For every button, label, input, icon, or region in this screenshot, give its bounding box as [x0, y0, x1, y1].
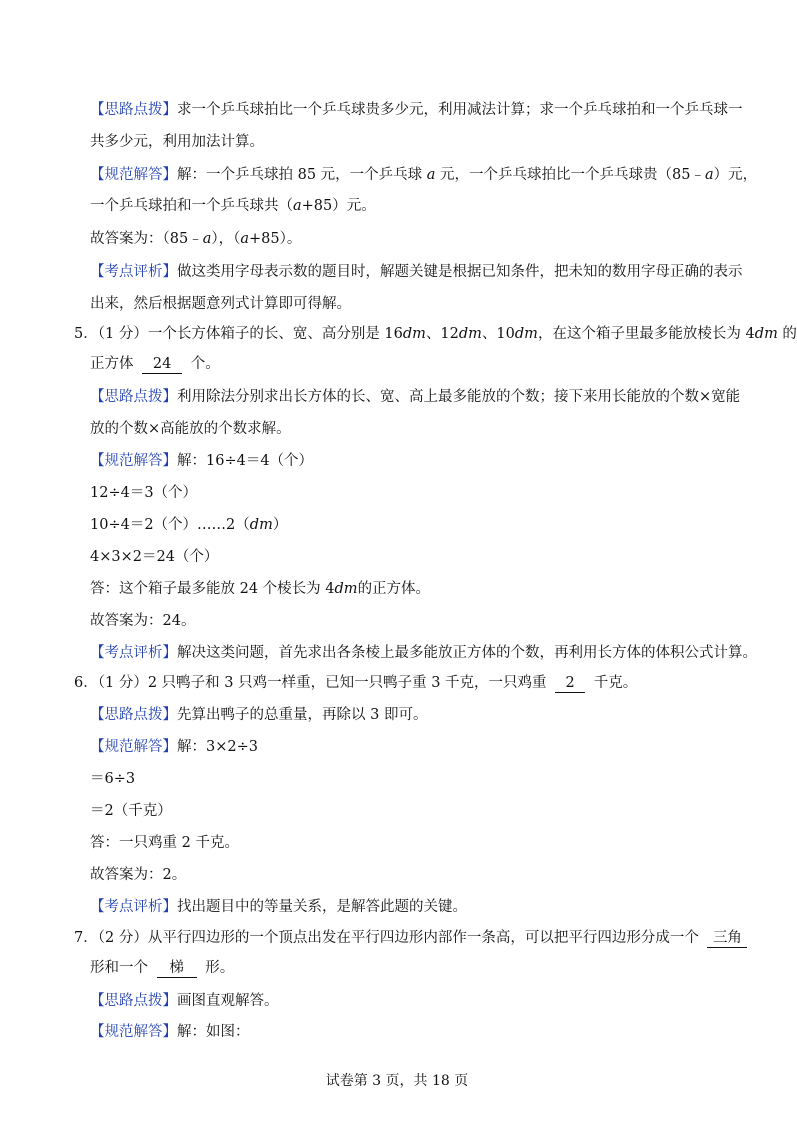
q4-final-answer: 故答案为：（85﹣a），（a+85）。: [90, 231, 302, 247]
q5-final-answer: 故答案为：24。: [90, 613, 196, 629]
q5-answer: 答：这个箱子最多能放 24 个棱长为 4dm的正方体。: [90, 581, 431, 597]
q6-stem: 6．（1 分）2 只鸭子和 3 只鸡一样重，已知一只鸭子重 3 千克，一只鸡重 2 千克。: [74, 675, 638, 691]
question-number: 5．: [74, 326, 98, 342]
think-tag: 【思路点拨】: [90, 707, 177, 723]
q4-review-line-1: 【考点评析】做这类用字母表示数的题目时，解题关键是根据已知条件，把未知的数用字母正确的表示: [90, 264, 743, 280]
answer-blank: 2: [555, 674, 585, 693]
review-tag: 【考点评析】: [90, 264, 177, 280]
q5-think-line-1: 【思路点拨】利用除法分别求出长方体的长、宽、高上最多能放的个数；接下来用长能放的个数×宽能: [90, 389, 741, 405]
q5-review: 【考点评析】解决这类问题，首先求出各条棱上最多能放正方体的个数，再利用长方体的体积公式计算。: [90, 645, 757, 661]
answer-blank: 三角: [707, 929, 747, 948]
q7-stem-line-2: 形和一个 梯 形。: [90, 960, 235, 976]
review-tag: 【考点评析】: [90, 899, 177, 915]
solve-tag: 【规范解答】: [90, 167, 177, 183]
q5-calc-line-4: 4×3×2＝24（个）: [90, 549, 219, 565]
q6-think: 【思路点拨】先算出鸭子的总重量，再除以 3 即可。: [90, 707, 428, 723]
q5-calc-line-2: 12÷4＝3（个）: [90, 485, 198, 501]
q6-review: 【考点评析】找出题目中的等量关系，是解答此题的关键。: [90, 899, 467, 915]
q4-review-line-2: 出来，然后根据题意列式计算即可得解。: [90, 296, 351, 312]
q7-stem-line-1: 7．（2 分）从平行四边形的一个顶点出发在平行四边形内部作一条高，可以把平行四边形分成一个 三角: [74, 928, 751, 948]
solve-tag: 【规范解答】: [90, 739, 177, 755]
q7-think: 【思路点拨】画图直观解答。: [90, 993, 279, 1009]
q4-solve-line-1: 【规范解答】解：一个乒乓球拍 85 元，一个乒乓球 a 元，一个乒乓球拍比一个乒乓球贵（85﹣a）元，: [90, 167, 758, 183]
answer-blank: 梯: [157, 959, 197, 978]
q5-calc-line-3: 10÷4＝2（个）……2（dm）: [90, 517, 288, 533]
answer-blank: 24: [142, 355, 182, 374]
q5-think-line-2: 放的个数×高能放的个数求解。: [90, 421, 291, 437]
q7-solve: 【规范解答】解：如图：: [90, 1024, 250, 1040]
q5-stem-line-1: 5．（1 分）一个长方体箱子的长、宽、高分别是 16dm、12dm、10dm，在这个箱子里最多能放棱长为 4dm 的: [74, 326, 797, 342]
think-tag: 【思路点拨】: [90, 102, 177, 118]
q5-solve-line-1: 【规范解答】解：16÷4＝4（个）: [90, 453, 314, 469]
q6-solve-line-1: 【规范解答】解：3×2÷3: [90, 739, 258, 755]
q4-think-line-2: 共多少元，利用加法计算。: [90, 134, 264, 150]
q4-think-line-1: 【思路点拨】求一个乒乓球拍比一个乒乓球贵多少元，利用减法计算；求一个乒乓球拍和一个乒乓球一: [90, 102, 743, 118]
question-number: 6．: [74, 675, 98, 691]
page-footer: 试卷第 3 页，共 18 页: [325, 1073, 469, 1089]
q6-final-answer: 故答案为：2。: [90, 867, 187, 883]
think-tag: 【思路点拨】: [90, 993, 177, 1009]
solve-tag: 【规范解答】: [90, 453, 177, 469]
think-tag: 【思路点拨】: [90, 389, 177, 405]
question-number: 7．: [74, 930, 98, 946]
q5-stem-line-2: 正方体 24 个。: [90, 356, 220, 372]
q6-answer: 答：一只鸡重 2 千克。: [90, 835, 239, 851]
q4-solve-line-2: 一个乒乓球拍和一个乒乓球共（a+85）元。: [90, 198, 376, 214]
review-tag: 【考点评析】: [90, 645, 177, 661]
solve-tag: 【规范解答】: [90, 1024, 177, 1040]
q6-calc-line-2: ＝6÷3: [90, 771, 136, 787]
q6-calc-line-3: ＝2（千克）: [90, 803, 172, 819]
